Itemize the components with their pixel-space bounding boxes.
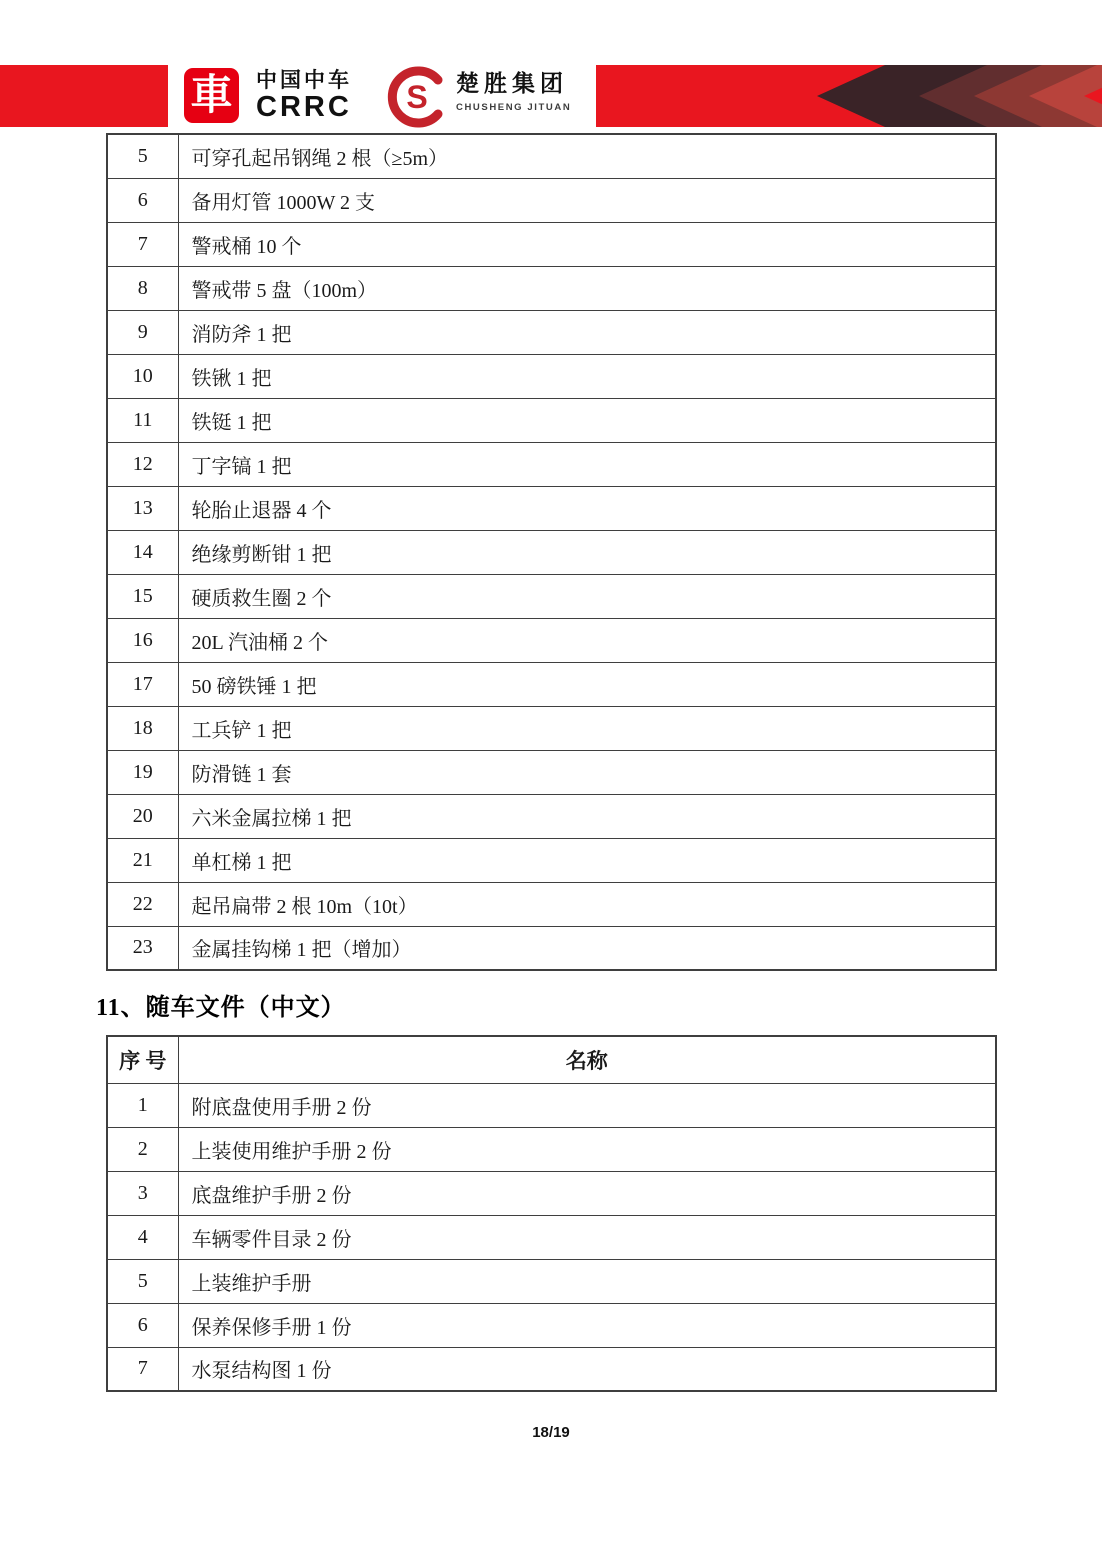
table-row: [107, 134, 996, 178]
row-number-cell: 4: [107, 1215, 178, 1259]
row-name-cell: 水泵结构图 1 份: [178, 1347, 996, 1391]
row-name-cell: 上装使用维护手册 2 份: [178, 1127, 996, 1171]
row-name-cell: 消防斧 1 把: [178, 310, 996, 354]
table-row: [107, 266, 996, 310]
table-row: [107, 530, 996, 574]
row-name-cell: 单杠梯 1 把: [178, 838, 996, 882]
row-name-cell: 附底盘使用手册 2 份: [178, 1083, 996, 1127]
chusheng-name-cn: 楚胜集团: [456, 71, 568, 96]
table-row: [107, 1171, 996, 1215]
row-number-cell: 7: [107, 1347, 178, 1391]
chusheng-name-en: CHUSHENG JITUAN: [456, 102, 572, 113]
row-name-cell: 50 磅铁锤 1 把: [178, 662, 996, 706]
row-number-cell: 12: [107, 442, 178, 486]
row-name-cell: 车辆零件目录 2 份: [178, 1215, 996, 1259]
row-name-cell: 金属挂钩梯 1 把（增加）: [178, 926, 996, 970]
table-row: [107, 794, 996, 838]
row-name-cell: 20L 汽油桶 2 个: [178, 618, 996, 662]
page-number: 18/19: [532, 1424, 570, 1441]
row-name-cell: 警戒桶 10 个: [178, 222, 996, 266]
table-row: [107, 706, 996, 750]
header-band-left: [0, 65, 168, 127]
row-number-cell: 20: [107, 794, 178, 838]
row-number-cell: 8: [107, 266, 178, 310]
header-cell-name: 名称: [178, 1036, 996, 1083]
row-number-cell: 1: [107, 1083, 178, 1127]
row-name-cell: 可穿孔起吊钢绳 2 根（≥5m）: [178, 134, 996, 178]
row-name-cell: 硬质救生圈 2 个: [178, 574, 996, 618]
row-number-cell: 23: [107, 926, 178, 970]
row-number-cell: 14: [107, 530, 178, 574]
row-name-cell: 底盘维护手册 2 份: [178, 1171, 996, 1215]
row-number-cell: 22: [107, 882, 178, 926]
row-number-cell: 7: [107, 222, 178, 266]
row-number-cell: 18: [107, 706, 178, 750]
row-name-cell: 起吊扁带 2 根 10m（10t）: [178, 882, 996, 926]
crrc-name-en: CRRC: [256, 91, 352, 123]
row-number-cell: 6: [107, 1303, 178, 1347]
crrc-logo-icon: [184, 68, 239, 123]
documents-table: [106, 1035, 997, 1392]
table-row: [107, 838, 996, 882]
row-name-cell: 备用灯管 1000W 2 支: [178, 178, 996, 222]
table-row: [107, 926, 996, 970]
row-name-cell: 上装维护手册: [178, 1259, 996, 1303]
row-number-cell: 5: [107, 1259, 178, 1303]
table-row: [107, 310, 996, 354]
table-row: [107, 1127, 996, 1171]
equipment-table: [106, 133, 997, 971]
table-row: [107, 618, 996, 662]
row-number-cell: 11: [107, 398, 178, 442]
table-row: [107, 882, 996, 926]
row-number-cell: 9: [107, 310, 178, 354]
table-row: [107, 1347, 996, 1391]
header-band-right: [596, 65, 1102, 127]
crrc-logo-text: [256, 70, 352, 122]
row-name-cell: 保养保修手册 1 份: [178, 1303, 996, 1347]
table-row: [107, 1215, 996, 1259]
table-row: [107, 398, 996, 442]
row-number-cell: 6: [107, 178, 178, 222]
table-row: [107, 486, 996, 530]
header-cell-no: 序 号: [107, 1036, 178, 1083]
table-row: [107, 354, 996, 398]
row-number-cell: 13: [107, 486, 178, 530]
row-name-cell: 警戒带 5 盘（100m）: [178, 266, 996, 310]
row-number-cell: 21: [107, 838, 178, 882]
table-row: [107, 1083, 996, 1127]
row-name-cell: 轮胎止退器 4 个: [178, 486, 996, 530]
table-row: [107, 1303, 996, 1347]
table-row: [107, 1259, 996, 1303]
svg-text:S: S: [406, 79, 428, 115]
row-name-cell: 绝缘剪断钳 1 把: [178, 530, 996, 574]
table-header-row: [107, 1036, 996, 1083]
table-row: [107, 442, 996, 486]
table-row: [107, 178, 996, 222]
section-heading: 11、随车文件（中文）: [96, 995, 346, 1021]
row-number-cell: 19: [107, 750, 178, 794]
row-number-cell: 17: [107, 662, 178, 706]
row-number-cell: 5: [107, 134, 178, 178]
table-row: [107, 662, 996, 706]
chusheng-logo-text: [456, 72, 571, 113]
crrc-name-cn: 中国中车: [256, 68, 352, 92]
row-name-cell: 工兵铲 1 把: [178, 706, 996, 750]
row-number-cell: 2: [107, 1127, 178, 1171]
row-name-cell: 铁锹 1 把: [178, 354, 996, 398]
table-row: [107, 222, 996, 266]
row-name-cell: 六米金属拉梯 1 把: [178, 794, 996, 838]
row-name-cell: 防滑链 1 套: [178, 750, 996, 794]
row-number-cell: 15: [107, 574, 178, 618]
table-row: [107, 574, 996, 618]
row-number-cell: 3: [107, 1171, 178, 1215]
crrc-logo-glyph: 車: [190, 72, 233, 119]
chusheng-logo-icon: [386, 66, 448, 128]
row-name-cell: 铁铤 1 把: [178, 398, 996, 442]
row-name-cell: 丁字镐 1 把: [178, 442, 996, 486]
table-row: [107, 750, 996, 794]
row-number-cell: 10: [107, 354, 178, 398]
row-number-cell: 16: [107, 618, 178, 662]
